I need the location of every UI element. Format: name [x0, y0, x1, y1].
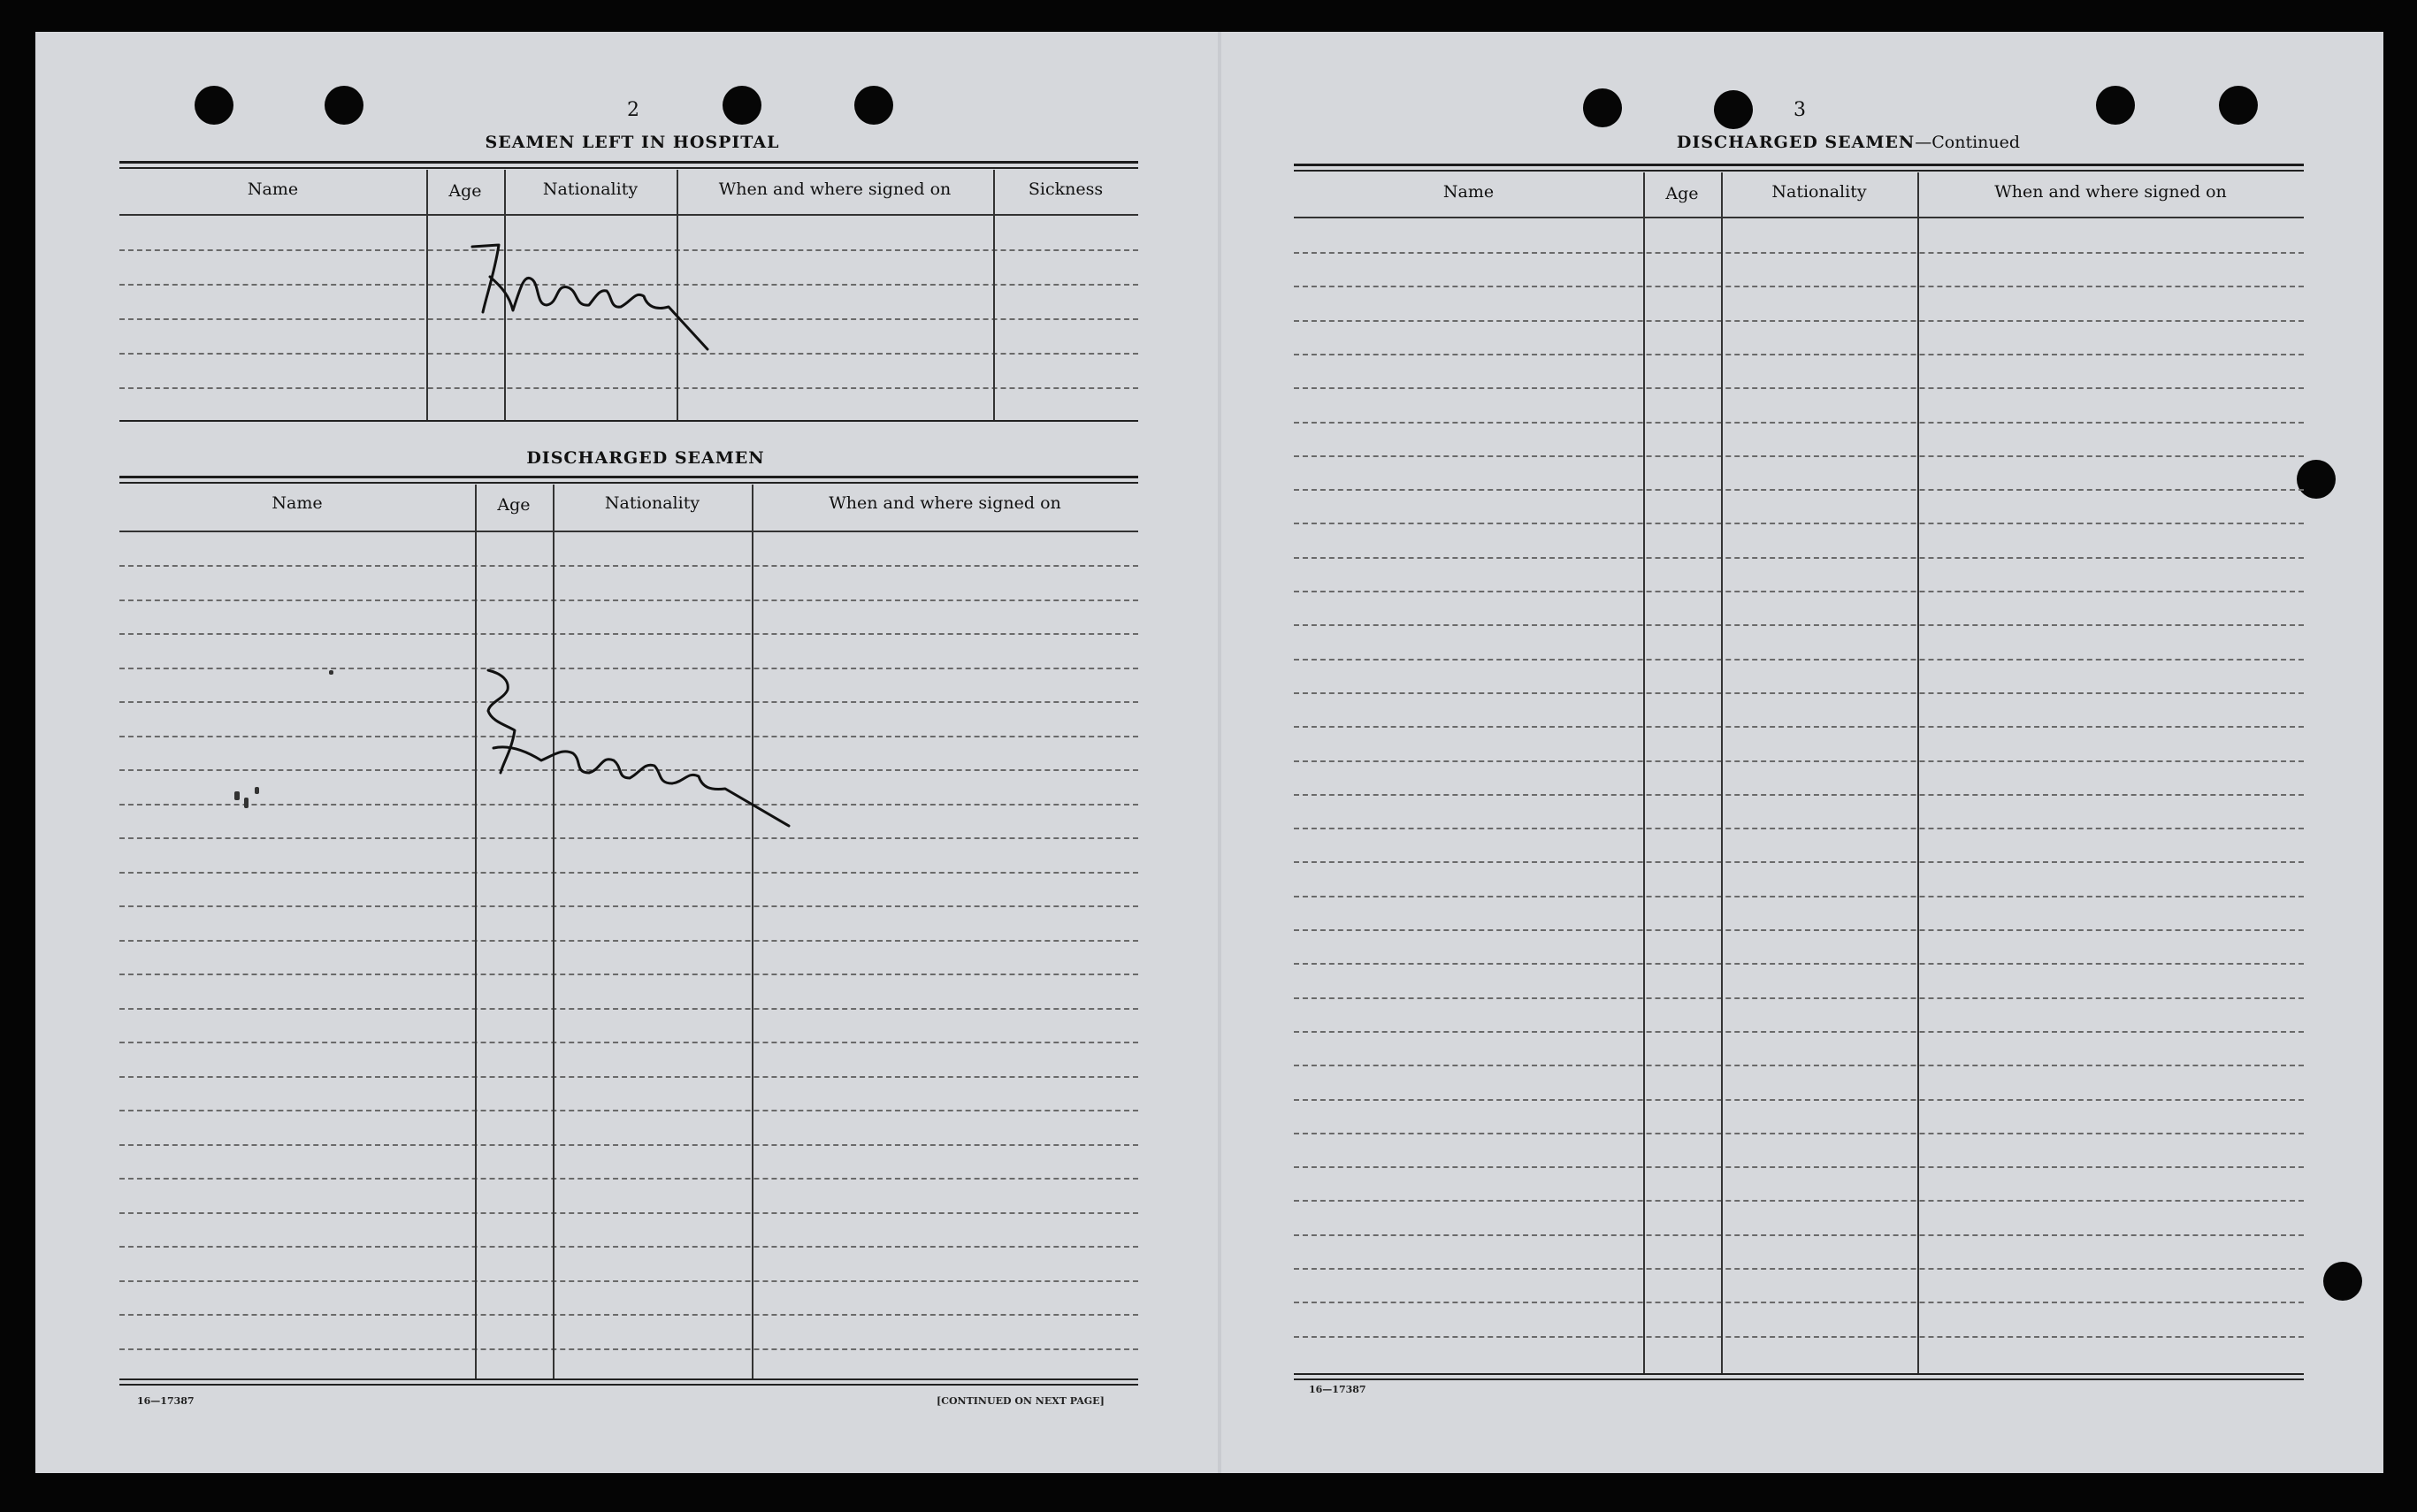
punch-hole: [325, 86, 363, 125]
punch-hole: [854, 86, 893, 125]
header-sickness: Sickness: [1028, 179, 1104, 199]
stray-mark: [244, 798, 249, 808]
row-separator: [1294, 1336, 2304, 1338]
row-separator: [119, 1110, 1138, 1111]
row-separator: [119, 1280, 1138, 1282]
row-separator: [1294, 1200, 2304, 1202]
handwritten-none: [478, 663, 796, 840]
row-separator: [1294, 1065, 2304, 1066]
row-separator: [1294, 1031, 2304, 1033]
row-separator: [1294, 1133, 2304, 1134]
discharged-table-left: [119, 476, 1138, 1386]
row-separator: [1294, 1234, 2304, 1236]
row-separator: [1294, 760, 2304, 762]
row-separator: [119, 633, 1138, 635]
row-separator: [1294, 624, 2304, 626]
row-separator: [119, 905, 1138, 907]
row-separator: [119, 1314, 1138, 1316]
row-separator: [1294, 692, 2304, 694]
punch-hole: [2219, 86, 2258, 125]
row-separator: [1294, 861, 2304, 863]
row-separator: [1294, 659, 2304, 661]
row-separator: [1294, 320, 2304, 322]
stray-mark: [234, 791, 240, 800]
discharged-table-right: [1294, 164, 2304, 1379]
punch-hole: [1583, 88, 1622, 127]
header-nationality: Nationality: [1771, 182, 1867, 202]
row-separator: [1294, 828, 2304, 829]
row-separator: [1294, 1268, 2304, 1270]
row-separator: [119, 1212, 1138, 1214]
page-fold: [1218, 32, 1221, 1473]
row-separator: [1294, 455, 2304, 457]
header-signed-on: When and where signed on: [718, 179, 952, 199]
punch-hole: [2323, 1262, 2362, 1301]
discharged-continued-title: [1583, 133, 2114, 152]
row-separator: [1294, 489, 2304, 491]
row-separator: [119, 1042, 1138, 1043]
header-age: Age: [497, 495, 531, 515]
stray-mark: [255, 787, 259, 794]
row-separator: [1294, 726, 2304, 728]
title-main: DISCHARGED SEAMEN: [1676, 133, 1916, 152]
row-separator: [1294, 929, 2304, 931]
row-separator: [119, 1144, 1138, 1146]
row-separator: [1294, 252, 2304, 254]
row-separator: [119, 565, 1138, 567]
row-separator: [1294, 997, 2304, 999]
row-separator: [119, 1076, 1138, 1078]
row-separator: [1294, 794, 2304, 796]
title-suffix: —Continued: [1915, 133, 2021, 152]
row-separator: [1294, 286, 2304, 287]
row-separator: [1294, 1166, 2304, 1168]
header-age: Age: [448, 181, 482, 201]
header-signed-on: When and where signed on: [829, 493, 1061, 513]
header-nationality: Nationality: [542, 179, 639, 199]
row-separator: [119, 1246, 1138, 1248]
row-separator: [1294, 354, 2304, 355]
handwritten-none: [460, 234, 725, 358]
stray-mark: [329, 670, 333, 675]
page-number-right: 3: [1794, 99, 1806, 121]
header-name: Name: [272, 493, 323, 513]
header-age: Age: [1665, 184, 1699, 203]
row-separator: [1294, 523, 2304, 524]
row-separator: [119, 1178, 1138, 1180]
row-separator: [1294, 591, 2304, 592]
row-separator: [1294, 387, 2304, 389]
row-separator: [119, 599, 1138, 601]
row-separator: [119, 1008, 1138, 1010]
row-separator: [119, 974, 1138, 975]
hospital-section-title: SEAMEN LEFT IN HOSPITAL: [485, 133, 780, 152]
row-separator: [1294, 1302, 2304, 1303]
row-separator: [1294, 896, 2304, 897]
header-name: Name: [247, 179, 299, 199]
form-number-right: 16—17387: [1309, 1384, 1366, 1395]
header-nationality: Nationality: [604, 493, 700, 513]
row-separator: [1294, 422, 2304, 424]
punch-hole: [195, 86, 233, 125]
continued-note: [CONTINUED ON NEXT PAGE]: [937, 1395, 1105, 1407]
discharged-section-title: DISCHARGED SEAMEN: [526, 448, 765, 468]
header-name: Name: [1442, 182, 1495, 202]
form-number-left: 16—17387: [137, 1395, 195, 1407]
row-separator: [119, 1348, 1138, 1350]
page-number-left: 2: [627, 99, 639, 121]
punch-hole: [723, 86, 761, 125]
row-separator: [119, 872, 1138, 874]
punch-hole: [2096, 86, 2135, 125]
row-separator: [1294, 557, 2304, 559]
row-separator: [119, 940, 1138, 942]
row-separator: [1294, 963, 2304, 965]
header-signed-on: When and where signed on: [1994, 182, 2227, 202]
punch-hole: [1714, 90, 1753, 129]
row-separator: [1294, 1099, 2304, 1101]
